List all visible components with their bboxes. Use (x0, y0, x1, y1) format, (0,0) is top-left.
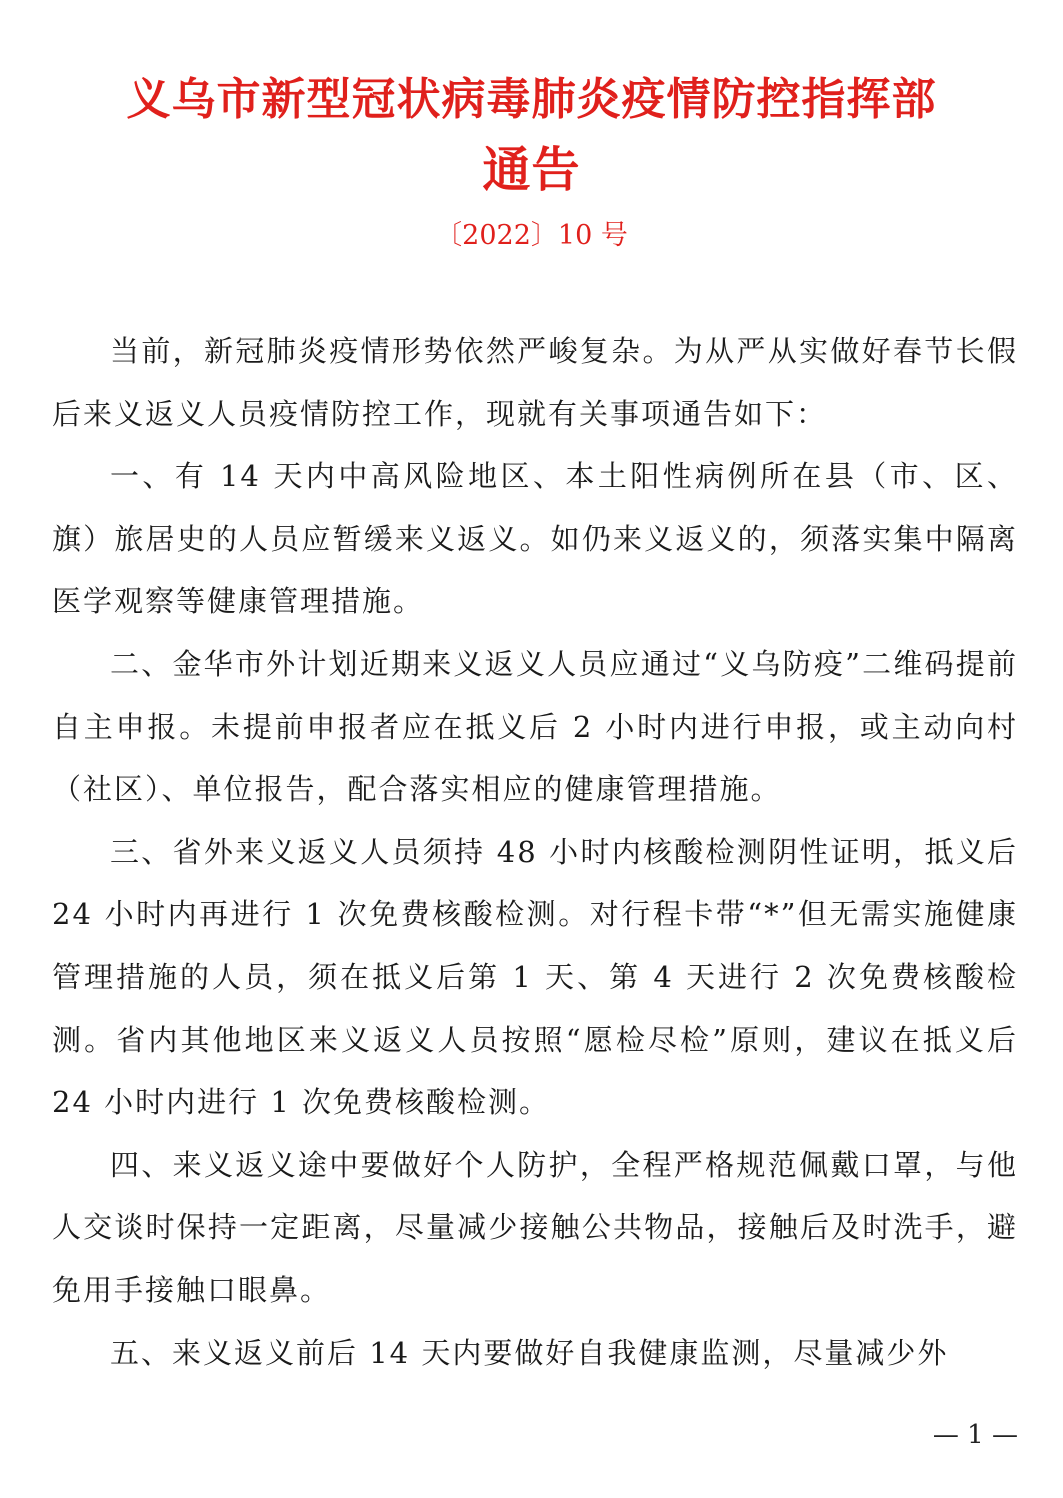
document-title-line2: 通告 (482, 142, 581, 198)
document-number: 〔2022〕10 号 (435, 220, 628, 251)
paragraph-item-2: 二、金华市外计划近期来义返义人员应通过“义乌防疫”二维码提前自主申报。未提前申报者应在抵义后 2 小时内进行申报，或主动向村（社区）、单位报告，配合落实相应的健康管理措施。 (52, 646, 1018, 807)
paragraph-item-4: 四、来义返义途中要做好个人防护，全程严格规范佩戴口罩，与他人交谈时保持一定距离，尽量减少接触公共物品，接触后及时洗手，避免用手接触口眼鼻。 (52, 1147, 1018, 1307)
paragraph-item-3: 三、省外来义返义人员须持 48 小时内核酸检测阴性证明，抵义后 24 小时内再进行 1 次免费核酸检测。对行程卡带“*”但无需实施健康管理措施的人员，须在抵义后第 1 天、第 4 天进行 2 次免费核酸检测。省内其他地区来义返义人员按照“愿检尽检”原则，建议在抵义后 24 小时内进行 1 次免费核酸检测。 (52, 834, 1018, 1120)
paragraph-item-5: 五、来义返义前后 14 天内要做好自我健康监测，尽量减少外 (110, 1335, 949, 1370)
page-number: — 1 — (932, 1420, 1018, 1450)
document-title-line1: 义乌市新型冠状病毒肺炎疫情防控指挥部 (126, 74, 937, 125)
paragraph-item-1: 一、有 14 天内中高风险地区、本土阳性病例所在县（市、区、旗）旅居史的人员应暂缓来义返义。如仍来义返义的，须落实集中隔离医学观察等健康管理措施。 (52, 459, 1018, 619)
paragraph-intro: 当前，新冠肺炎疫情形势依然严峻复杂。为从严从实做好春节长假后来义返义人员疫情防控工作，现就有关事项通告如下： (52, 334, 1018, 431)
document-body (52, 320, 1018, 1384)
